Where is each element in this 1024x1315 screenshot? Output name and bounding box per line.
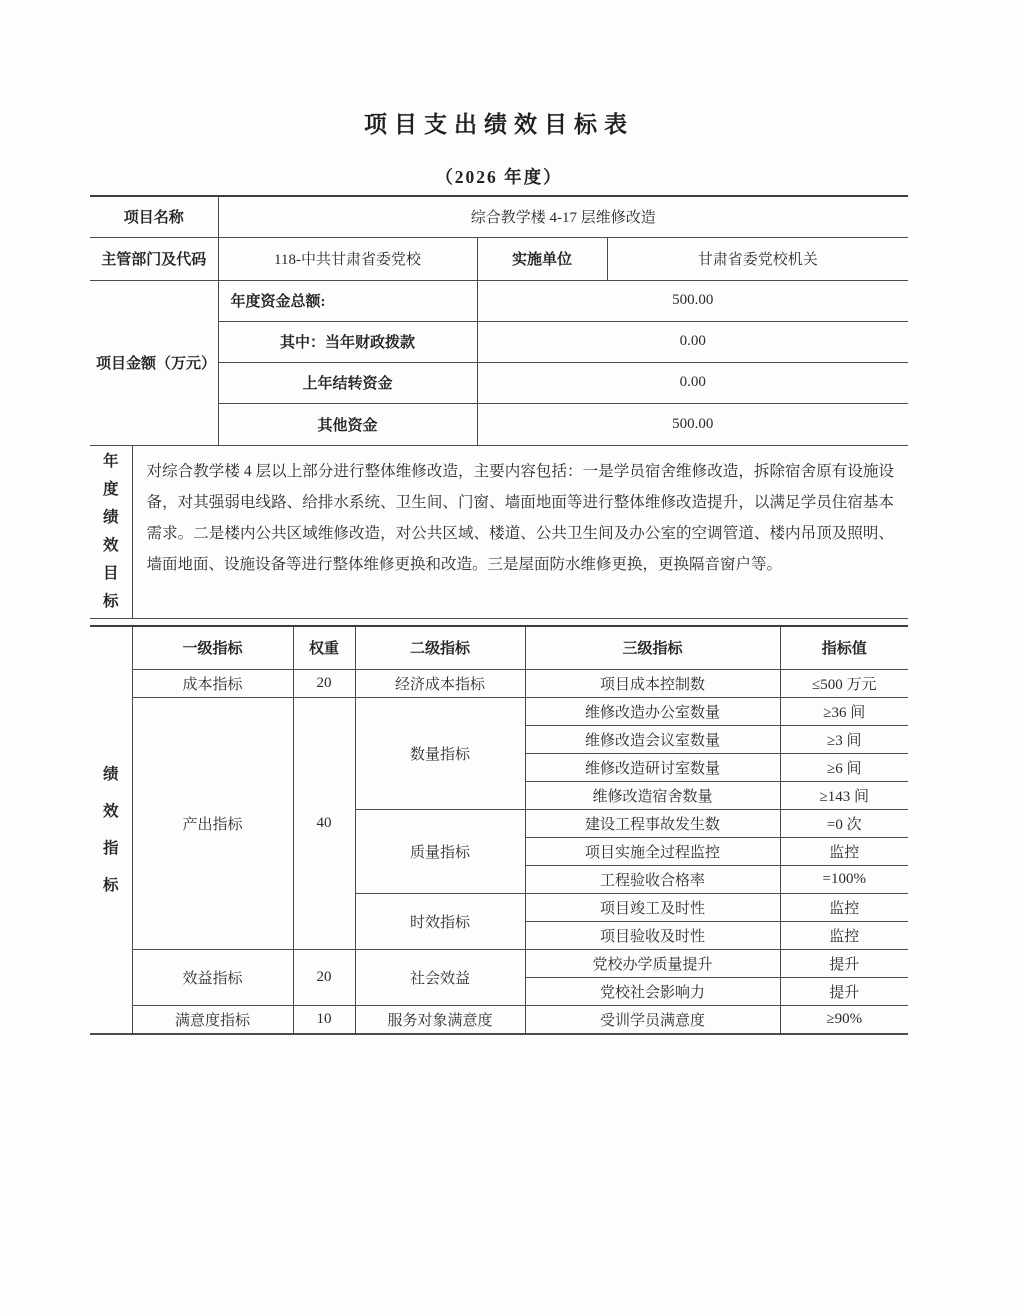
level1-cell: 满意度指标 (132, 1006, 293, 1034)
level2-cell: 经济成本指标 (355, 670, 525, 698)
table-row (90, 446, 908, 619)
value-cell: ≥3 间 (780, 726, 908, 754)
amount-row-value: 0.00 (477, 321, 908, 362)
vertical-char: 度 (102, 481, 119, 498)
vertical-char: 绩 (102, 509, 119, 526)
level3-cell: 项目实施全过程监控 (525, 838, 780, 866)
amount-row-value: 500.00 (477, 403, 908, 445)
indicators-table (90, 625, 908, 1035)
header-value: 指标值 (780, 626, 908, 670)
value-cell: ≥6 间 (780, 754, 908, 782)
level3-cell: 维修改造宿舍数量 (525, 782, 780, 810)
vertical-char: 标 (102, 593, 119, 610)
indicators-side-label (90, 626, 132, 1034)
level2-cell: 服务对象满意度 (355, 1006, 525, 1034)
value-cell: =0 次 (780, 810, 908, 838)
level1-cell: 成本指标 (132, 670, 293, 698)
value-cell: 提升 (780, 978, 908, 1006)
table-row (90, 670, 908, 698)
value-cell: 提升 (780, 950, 908, 978)
amount-row-value: 0.00 (477, 362, 908, 403)
dept-label: 主管部门及代码 (90, 237, 218, 280)
indicators-side-label-chars (96, 756, 126, 904)
table-row (90, 950, 908, 978)
vertical-char: 年 (102, 453, 119, 470)
table-row (90, 698, 908, 726)
table-row (90, 280, 908, 321)
value-cell: ≥36 间 (780, 698, 908, 726)
level3-cell: 项目成本控制数 (525, 670, 780, 698)
project-info-table (90, 195, 908, 446)
annual-target-label (90, 446, 132, 619)
impl-unit-value: 甘肃省委党校机关 (607, 237, 908, 280)
vertical-char: 标 (102, 876, 119, 894)
level2-cell: 数量指标 (355, 698, 525, 810)
value-cell: ≥90% (780, 1006, 908, 1034)
table-row (90, 196, 908, 237)
vertical-char: 目 (102, 565, 119, 582)
header-level2: 二级指标 (355, 626, 525, 670)
table-row (90, 1006, 908, 1034)
page-subtitle: （2026 年度） (435, 167, 563, 187)
dept-value: 118-中共甘肃省委党校 (218, 237, 477, 280)
value-cell: ≥143 间 (780, 782, 908, 810)
impl-unit-label: 实施单位 (477, 237, 607, 280)
level1-cell: 产出指标 (132, 698, 293, 950)
level3-cell: 受训学员满意度 (525, 1006, 780, 1034)
annual-target-table (90, 446, 908, 619)
level3-cell: 建设工程事故发生数 (525, 810, 780, 838)
vertical-char: 效 (102, 802, 119, 820)
value-cell: ≤500 万元 (780, 670, 908, 698)
amount-label: 项目金额（万元） (90, 280, 218, 445)
amount-row-label: 年度资金总额: (218, 280, 477, 321)
vertical-char: 绩 (102, 765, 119, 783)
value-cell: 监控 (780, 838, 908, 866)
value-cell: 监控 (780, 922, 908, 950)
header-level1: 一级指标 (132, 626, 293, 670)
vertical-char: 效 (102, 537, 119, 554)
table-row (90, 237, 908, 280)
level2-cell: 社会效益 (355, 950, 525, 1006)
amount-row-label: 上年结转资金 (218, 362, 477, 403)
amount-row-label: 其中：当年财政拨款 (218, 321, 477, 362)
project-name-label: 项目名称 (90, 196, 218, 237)
project-name-value: 综合教学楼 4-17 层维修改造 (218, 196, 908, 237)
level2-cell: 时效指标 (355, 894, 525, 950)
page-title: 项目支出绩效目标表 (364, 112, 634, 137)
value-cell: =100% (780, 866, 908, 894)
amount-row-label: 其他资金 (218, 403, 477, 445)
amount-row-value: 500.00 (477, 280, 908, 321)
level3-cell: 党校社会影响力 (525, 978, 780, 1006)
annual-target-text: 对综合教学楼 4 层以上部分进行整体维修改造，主要内容包括：一是学员宿舍维修改造，拆除宿舍原有设施设备，对其强弱电线路、给排水系统、卫生间、门窗、墙面地面等进行整体维修改造提升，以满足学员住宿基本需求。二是楼内公共区域维修改造，对公共区域、楼道、公共卫生间及办公室的空调管道、楼内吊顶及照明、墙面地面、设施设备等进行整体维修更换和改造。三是屋面防水维修更换，更换隔音窗户等。 (146, 462, 894, 573)
level3-cell: 项目验收及时性 (525, 922, 780, 950)
level3-cell: 维修改造会议室数量 (525, 726, 780, 754)
level3-cell: 项目竣工及时性 (525, 894, 780, 922)
level3-cell: 维修改造办公室数量 (525, 698, 780, 726)
level3-cell: 党校办学质量提升 (525, 950, 780, 978)
weight-cell: 40 (293, 698, 355, 950)
document-content (90, 106, 908, 1035)
level2-cell: 质量指标 (355, 810, 525, 894)
header-level3: 三级指标 (525, 626, 780, 670)
level1-cell: 效益指标 (132, 950, 293, 1006)
level3-cell: 工程验收合格率 (525, 866, 780, 894)
level3-cell: 维修改造研讨室数量 (525, 754, 780, 782)
header-weight: 权重 (293, 626, 355, 670)
table-row (90, 626, 908, 670)
annual-target-label-chars (96, 448, 126, 616)
value-cell: 监控 (780, 894, 908, 922)
vertical-char: 指 (102, 839, 119, 857)
weight-cell: 20 (293, 670, 355, 698)
weight-cell: 20 (293, 950, 355, 1006)
weight-cell: 10 (293, 1006, 355, 1034)
